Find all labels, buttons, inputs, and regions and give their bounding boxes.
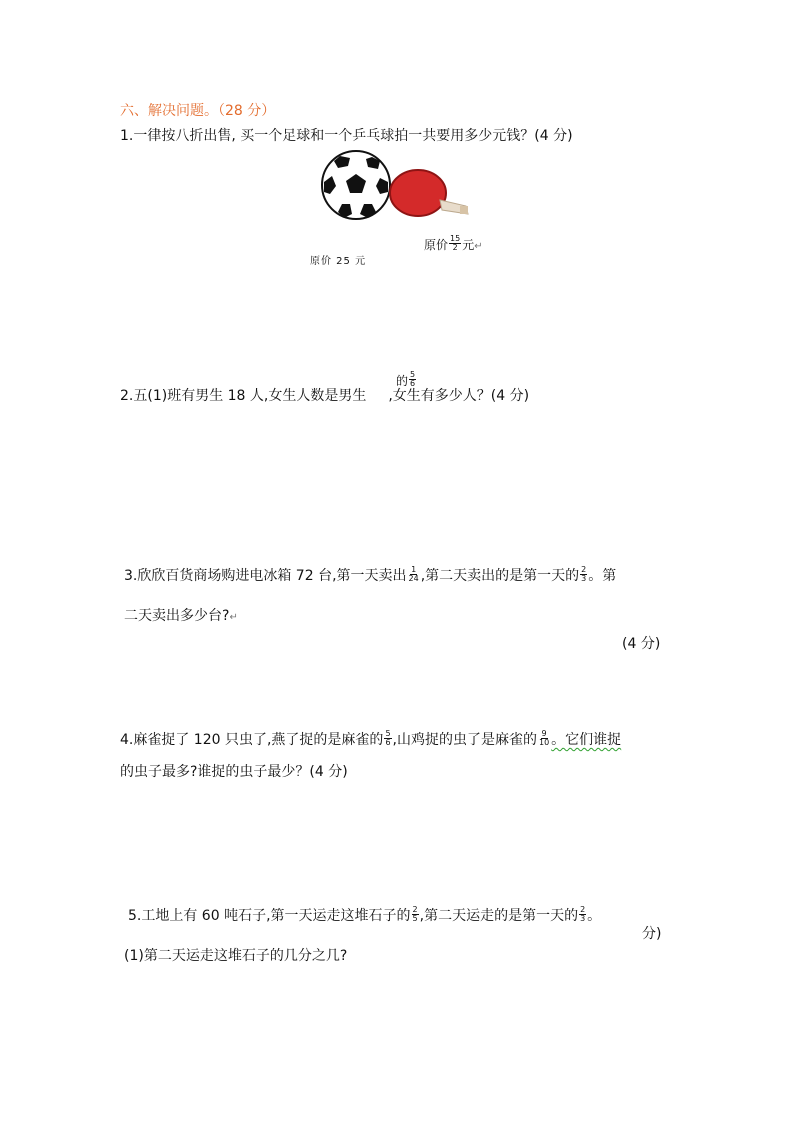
question-4-line-1: 4.麻雀捉了 120 只虫了,燕了捉的是麻雀的 $\frac{5}{6}$ ,山鸡捉的虫了是麻雀的 $\frac{9}{10}$ 。它们谁捉	[120, 728, 622, 748]
question-5-line-1: 5.工地上有 60 吨石子,第一天运走这堆石子的 $\frac{2}{5}$ ,第二天运走的是第一天的 $\frac{2}{3}$ 。	[128, 904, 602, 924]
question-3-line-1: 3.欣欣百货商场购进电冰箱 72 台,第一天卖出 $\frac{1}{24}$ ,第二天卖出的是第一天的 $\frac{2}{3}$ 。第	[124, 564, 617, 584]
soccer-price-label: 原价 25 元	[310, 256, 367, 267]
question-1-text: 1.一律按八折出售, 买一个足球和一个乒乓球拍一共要用多少元钱？(4 分)	[120, 128, 573, 144]
paddle-price-label: 原价 $\frac{15}{2}$ 元↵	[424, 234, 483, 252]
paddle-price-suffix: 元	[462, 238, 475, 252]
question-3-points: (4 分)	[622, 636, 661, 652]
question-5-fraction-2: $\frac{2}{3}$	[580, 904, 586, 923]
question-4-fraction-2: $\frac{9}{10}$	[538, 728, 550, 747]
question-3-fraction-1: $\frac{1}{24}$	[408, 564, 419, 583]
ping-pong-paddle-image	[388, 166, 472, 222]
question-5-fraction-1: $\frac{2}{5}$	[412, 904, 418, 923]
question-4-fraction-1: $\frac{5}{6}$	[385, 728, 391, 747]
question-5-points-fragment: 分)	[642, 926, 662, 942]
question-2-text: 2.五(1)班有男生 18 人,女生人数是男生 ,女生有多少人？(4 分)	[120, 388, 530, 404]
paddle-price-prefix: 原价	[424, 238, 449, 252]
soccer-ball-image	[318, 148, 398, 224]
question-3-line-2: 二天卖出多少台?↵	[124, 608, 238, 624]
question-4-line-2: 的虫子最多?谁捉的虫子最少？(4 分)	[120, 764, 348, 780]
question-3-fraction-2: $\frac{2}{3}$	[581, 564, 587, 583]
paddle-price-fraction: $\frac{15}{2}$	[450, 234, 461, 252]
question-5-sub-1: (1)第二天运走这堆石子的几分之几?	[124, 948, 348, 964]
section-title: 六、解决问题。（28 分）	[120, 103, 276, 119]
question-2-raised: 的 $\frac{5}{6}$	[396, 370, 416, 388]
